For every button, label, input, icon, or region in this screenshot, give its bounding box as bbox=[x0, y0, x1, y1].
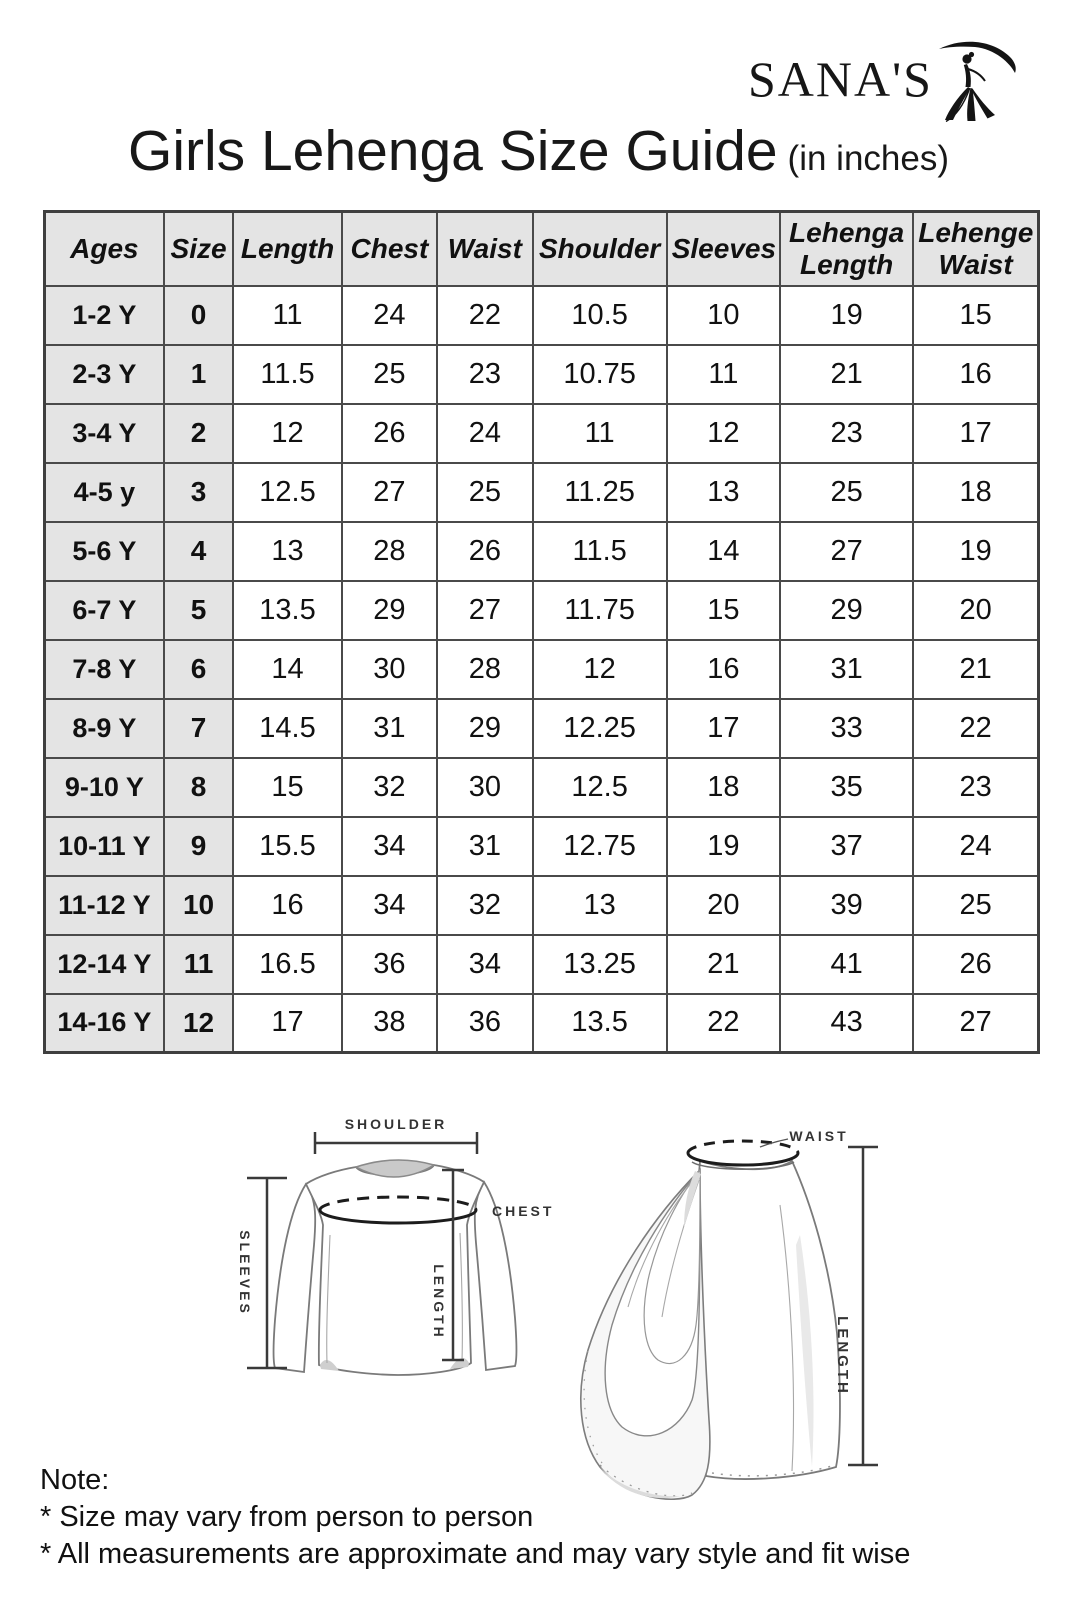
cell-length: 11 bbox=[233, 286, 341, 345]
note-item: * All measurements are approximate and may vary style and fit wise bbox=[40, 1538, 911, 1570]
cell-lehenge-waist: 21 bbox=[913, 640, 1038, 699]
cell-size: 6 bbox=[164, 640, 234, 699]
cell-length: 16.5 bbox=[233, 935, 341, 994]
cell-sleeves: 10 bbox=[667, 286, 780, 345]
cell-lehenge-waist: 26 bbox=[913, 935, 1038, 994]
table-row bbox=[45, 817, 1039, 876]
cell-lehenga-length: 43 bbox=[780, 994, 913, 1053]
cell-chest: 26 bbox=[342, 404, 437, 463]
cell-lehenga-length: 29 bbox=[780, 581, 913, 640]
cell-chest: 34 bbox=[342, 817, 437, 876]
cell-lehenge-waist: 15 bbox=[913, 286, 1038, 345]
cell-length: 12.5 bbox=[233, 463, 341, 522]
cell-shoulder: 13 bbox=[533, 876, 667, 935]
lehenga-length-dimension-line bbox=[848, 1147, 878, 1465]
cell-shoulder: 13.5 bbox=[533, 994, 667, 1053]
cell-lehenga-length: 25 bbox=[780, 463, 913, 522]
cell-ages: 3-4 Y bbox=[45, 404, 164, 463]
cell-lehenge-waist: 17 bbox=[913, 404, 1038, 463]
cell-chest: 32 bbox=[342, 758, 437, 817]
cell-chest: 30 bbox=[342, 640, 437, 699]
cell-size: 11 bbox=[164, 935, 234, 994]
cell-length: 13.5 bbox=[233, 581, 341, 640]
cell-sleeves: 13 bbox=[667, 463, 780, 522]
cell-chest: 38 bbox=[342, 994, 437, 1053]
cell-length: 17 bbox=[233, 994, 341, 1053]
cell-sleeves: 11 bbox=[667, 345, 780, 404]
table-row bbox=[45, 994, 1039, 1053]
table-row bbox=[45, 404, 1039, 463]
brand-figure-icon bbox=[937, 36, 1019, 122]
cell-lehenge-waist: 20 bbox=[913, 581, 1038, 640]
cell-lehenga-length: 41 bbox=[780, 935, 913, 994]
cell-size: 12 bbox=[164, 994, 234, 1053]
page-title-text: Girls Lehenga Size Guide bbox=[128, 119, 778, 183]
cell-waist: 36 bbox=[437, 994, 532, 1053]
shoulder-dimension-line bbox=[315, 1132, 477, 1154]
waist-measure-ellipse bbox=[688, 1141, 798, 1153]
cell-waist: 23 bbox=[437, 345, 532, 404]
cell-size: 9 bbox=[164, 817, 234, 876]
cell-waist: 24 bbox=[437, 404, 532, 463]
col-header-ages: Ages bbox=[45, 212, 164, 286]
col-header-chest: Chest bbox=[342, 212, 437, 286]
cell-chest: 36 bbox=[342, 935, 437, 994]
cell-length: 13 bbox=[233, 522, 341, 581]
cell-shoulder: 13.25 bbox=[533, 935, 667, 994]
cell-ages: 10-11 Y bbox=[45, 817, 164, 876]
cell-ages: 11-12 Y bbox=[45, 876, 164, 935]
cell-shoulder: 12 bbox=[533, 640, 667, 699]
cell-sleeves: 22 bbox=[667, 994, 780, 1053]
cell-sleeves: 17 bbox=[667, 699, 780, 758]
cell-waist: 28 bbox=[437, 640, 532, 699]
table-row bbox=[45, 935, 1039, 994]
cell-size: 10 bbox=[164, 876, 234, 935]
cell-length: 14.5 bbox=[233, 699, 341, 758]
cell-length: 15 bbox=[233, 758, 341, 817]
cell-lehenga-length: 23 bbox=[780, 404, 913, 463]
cell-waist: 27 bbox=[437, 581, 532, 640]
cell-waist: 25 bbox=[437, 463, 532, 522]
cell-lehenga-length: 33 bbox=[780, 699, 913, 758]
cell-shoulder: 11 bbox=[533, 404, 667, 463]
brand-name: SANA'S bbox=[748, 51, 933, 107]
cell-lehenge-waist: 18 bbox=[913, 463, 1038, 522]
sleeves-measure-label: SLEEVES bbox=[237, 1230, 253, 1316]
cell-sleeves: 18 bbox=[667, 758, 780, 817]
cell-chest: 31 bbox=[342, 699, 437, 758]
cell-lehenge-waist: 24 bbox=[913, 817, 1038, 876]
cell-waist: 32 bbox=[437, 876, 532, 935]
shirt-diagram bbox=[237, 1116, 554, 1375]
shoulder-measure-label: SHOULDER bbox=[344, 1116, 448, 1132]
table-row bbox=[45, 345, 1039, 404]
cell-size: 0 bbox=[164, 286, 234, 345]
cell-size: 5 bbox=[164, 581, 234, 640]
note-item: * Size may vary from person to person bbox=[40, 1501, 534, 1533]
cell-sleeves: 14 bbox=[667, 522, 780, 581]
cell-length: 11.5 bbox=[233, 345, 341, 404]
cell-chest: 24 bbox=[342, 286, 437, 345]
cell-lehenge-waist: 22 bbox=[913, 699, 1038, 758]
col-header-waist: Waist bbox=[437, 212, 532, 286]
measurement-diagram bbox=[40, 1075, 1040, 1515]
cell-chest: 27 bbox=[342, 463, 437, 522]
cell-lehenge-waist: 25 bbox=[913, 876, 1038, 935]
size-table bbox=[43, 210, 1040, 1054]
cell-lehenga-length: 21 bbox=[780, 345, 913, 404]
cell-lehenga-length: 19 bbox=[780, 286, 913, 345]
cell-waist: 34 bbox=[437, 935, 532, 994]
waist-measure-label: WAIST bbox=[789, 1128, 849, 1144]
cell-chest: 28 bbox=[342, 522, 437, 581]
cell-shoulder: 12.25 bbox=[533, 699, 667, 758]
cell-ages: 9-10 Y bbox=[45, 758, 164, 817]
cell-chest: 25 bbox=[342, 345, 437, 404]
table-row bbox=[45, 522, 1039, 581]
cell-shoulder: 11.5 bbox=[533, 522, 667, 581]
table-row bbox=[45, 286, 1039, 345]
cell-sleeves: 19 bbox=[667, 817, 780, 876]
cell-lehenga-length: 31 bbox=[780, 640, 913, 699]
lehenga-diagram bbox=[581, 1128, 878, 1499]
col-header-sleeves: Sleeves bbox=[667, 212, 780, 286]
notes-heading: Note: bbox=[40, 1464, 110, 1496]
cell-shoulder: 12.75 bbox=[533, 817, 667, 876]
table-row bbox=[45, 581, 1039, 640]
page-title-unit: (in inches) bbox=[787, 139, 949, 178]
col-header-size: Size bbox=[164, 212, 234, 286]
cell-sleeves: 20 bbox=[667, 876, 780, 935]
cell-ages: 14-16 Y bbox=[45, 994, 164, 1053]
cell-ages: 12-14 Y bbox=[45, 935, 164, 994]
brand-logo bbox=[748, 36, 1019, 122]
cell-length: 16 bbox=[233, 876, 341, 935]
cell-chest: 34 bbox=[342, 876, 437, 935]
table-row bbox=[45, 699, 1039, 758]
cell-sleeves: 21 bbox=[667, 935, 780, 994]
cell-ages: 8-9 Y bbox=[45, 699, 164, 758]
notes-section bbox=[40, 1462, 910, 1573]
cell-sleeves: 15 bbox=[667, 581, 780, 640]
cell-ages: 6-7 Y bbox=[45, 581, 164, 640]
cell-length: 15.5 bbox=[233, 817, 341, 876]
table-row bbox=[45, 640, 1039, 699]
table-row bbox=[45, 758, 1039, 817]
page-title bbox=[128, 118, 949, 184]
cell-lehenge-waist: 16 bbox=[913, 345, 1038, 404]
cell-ages: 7-8 Y bbox=[45, 640, 164, 699]
table-row bbox=[45, 463, 1039, 522]
cell-ages: 2-3 Y bbox=[45, 345, 164, 404]
cell-length: 14 bbox=[233, 640, 341, 699]
cell-lehenga-length: 37 bbox=[780, 817, 913, 876]
cell-lehenge-waist: 23 bbox=[913, 758, 1038, 817]
table-header-row bbox=[45, 212, 1039, 286]
cell-lehenge-waist: 19 bbox=[913, 522, 1038, 581]
cell-size: 7 bbox=[164, 699, 234, 758]
table-row bbox=[45, 876, 1039, 935]
cell-shoulder: 12.5 bbox=[533, 758, 667, 817]
cell-shoulder: 11.75 bbox=[533, 581, 667, 640]
lehenga-length-measure-label: LENGTH bbox=[834, 1316, 851, 1396]
chest-measure-label: CHEST bbox=[492, 1203, 555, 1219]
cell-size: 4 bbox=[164, 522, 234, 581]
cell-ages: 4-5 y bbox=[45, 463, 164, 522]
cell-lehenga-length: 35 bbox=[780, 758, 913, 817]
col-header-shoulder: Shoulder bbox=[533, 212, 667, 286]
col-header-lehenge-waist: Lehenge Waist bbox=[913, 212, 1038, 286]
cell-sleeves: 16 bbox=[667, 640, 780, 699]
cell-ages: 5-6 Y bbox=[45, 522, 164, 581]
cell-length: 12 bbox=[233, 404, 341, 463]
shirt-length-measure-label: LENGTH bbox=[431, 1264, 447, 1340]
cell-waist: 31 bbox=[437, 817, 532, 876]
cell-shoulder: 10.75 bbox=[533, 345, 667, 404]
col-header-length: Length bbox=[233, 212, 341, 286]
cell-waist: 29 bbox=[437, 699, 532, 758]
cell-ages: 1-2 Y bbox=[45, 286, 164, 345]
cell-size: 3 bbox=[164, 463, 234, 522]
col-header-lehenga-length: Lehenga Length bbox=[780, 212, 913, 286]
cell-waist: 26 bbox=[437, 522, 532, 581]
cell-lehenga-length: 39 bbox=[780, 876, 913, 935]
cell-sleeves: 12 bbox=[667, 404, 780, 463]
cell-waist: 30 bbox=[437, 758, 532, 817]
cell-lehenga-length: 27 bbox=[780, 522, 913, 581]
cell-chest: 29 bbox=[342, 581, 437, 640]
cell-size: 8 bbox=[164, 758, 234, 817]
cell-waist: 22 bbox=[437, 286, 532, 345]
cell-shoulder: 11.25 bbox=[533, 463, 667, 522]
cell-lehenge-waist: 27 bbox=[913, 994, 1038, 1053]
cell-size: 2 bbox=[164, 404, 234, 463]
cell-size: 1 bbox=[164, 345, 234, 404]
cell-shoulder: 10.5 bbox=[533, 286, 667, 345]
